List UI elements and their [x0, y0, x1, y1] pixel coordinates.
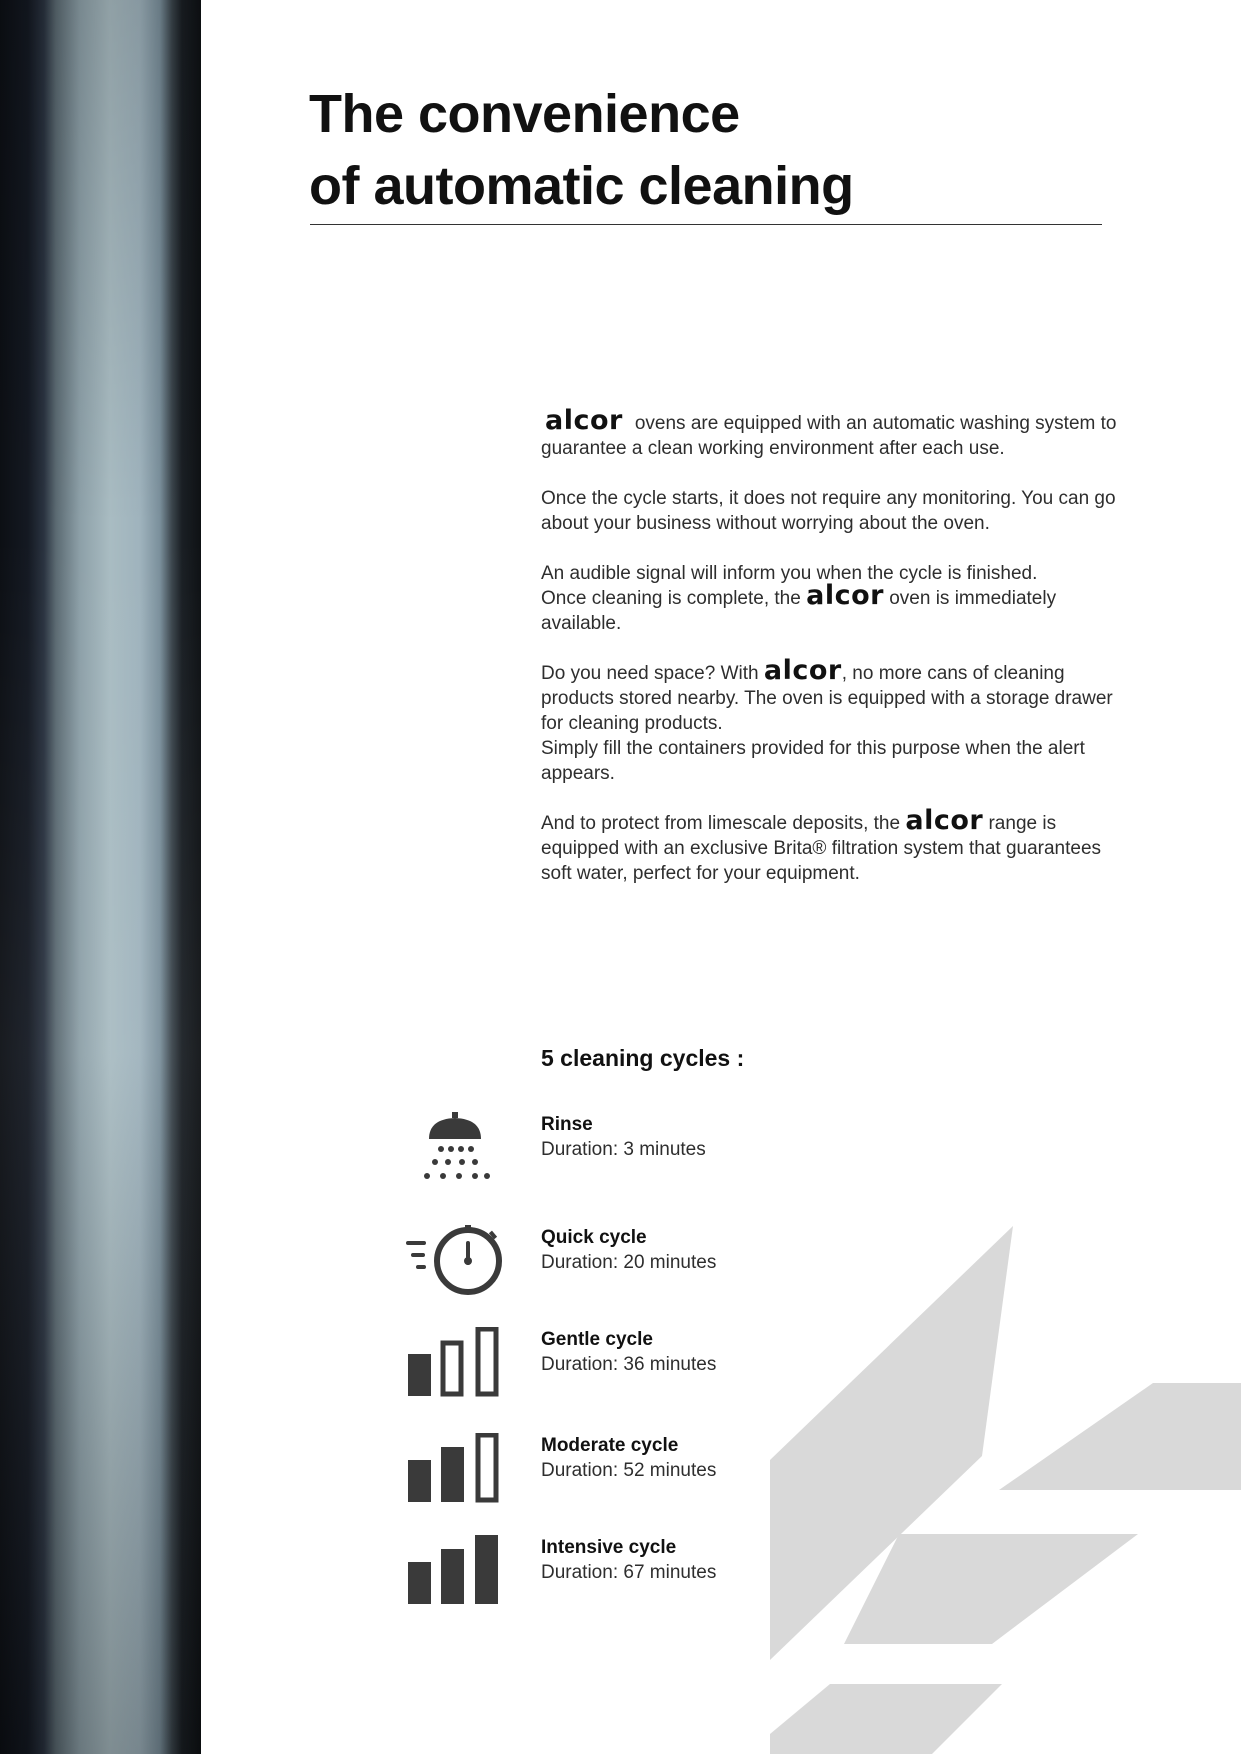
cycle-duration: Duration: 36 minutes: [541, 1354, 717, 1375]
cycle-duration: Duration: 3 minutes: [541, 1139, 706, 1160]
cycle-duration: Duration: 52 minutes: [541, 1460, 717, 1481]
stopwatch-icon: [405, 1225, 505, 1305]
alcor-logo: alcor: [545, 405, 623, 436]
level-1-bars-icon: [405, 1327, 505, 1407]
title-line-2: of automatic cleaning: [309, 156, 854, 216]
alcor-logo: alcor: [905, 805, 984, 836]
paragraph-3: An audible signal will inform you when the cycle is finished. Once cleaning is complete, the alcor oven is immediately available.: [541, 563, 1057, 634]
cycle-name: Gentle cycle: [541, 1329, 653, 1350]
decorative-brand-shapes: [770, 1220, 1241, 1754]
level-2-bars-icon: [405, 1433, 505, 1513]
title-divider: [310, 224, 1102, 225]
paragraph-1: alcor ovens are equipped with an automatic washing system to guarantee a clean working environment after each use.: [541, 405, 1117, 459]
level-3-bars-icon: [405, 1535, 505, 1615]
cycle-duration: Duration: 20 minutes: [541, 1252, 717, 1273]
paragraph-5: And to protect from limescale deposits, the alcor range is equipped with an exclusive Brita® filtration system that guarantees soft water, perfect for your equipment.: [541, 805, 1102, 884]
cycles-heading: 5 cleaning cycles :: [541, 1045, 745, 1071]
paragraph-4: Do you need space? With alcor, no more cans of cleaning products stored nearby. The oven is equipped with a storage drawer for cleaning products. Simply fill the containers provided for this purpose when the alert appears.: [541, 655, 1113, 784]
cycle-name: Moderate cycle: [541, 1435, 679, 1456]
cycle-name: Quick cycle: [541, 1227, 647, 1248]
shower-icon: [405, 1112, 505, 1192]
cycle-rinse: [405, 1112, 905, 1192]
cycle-name: Intensive cycle: [541, 1537, 677, 1558]
body-text: [541, 405, 1121, 911]
title-line-1: The convenience: [309, 84, 740, 144]
side-photo-oven-edge: [0, 0, 201, 1754]
cycle-name: Rinse: [541, 1114, 593, 1135]
alcor-logo: alcor: [763, 655, 842, 686]
cycle-duration: Duration: 67 minutes: [541, 1562, 717, 1583]
page-title: [309, 78, 1109, 222]
paragraph-2: Once the cycle starts, it does not require any monitoring. You can go about your business without worrying about the oven.: [541, 488, 1116, 534]
alcor-logo: alcor: [806, 580, 884, 611]
